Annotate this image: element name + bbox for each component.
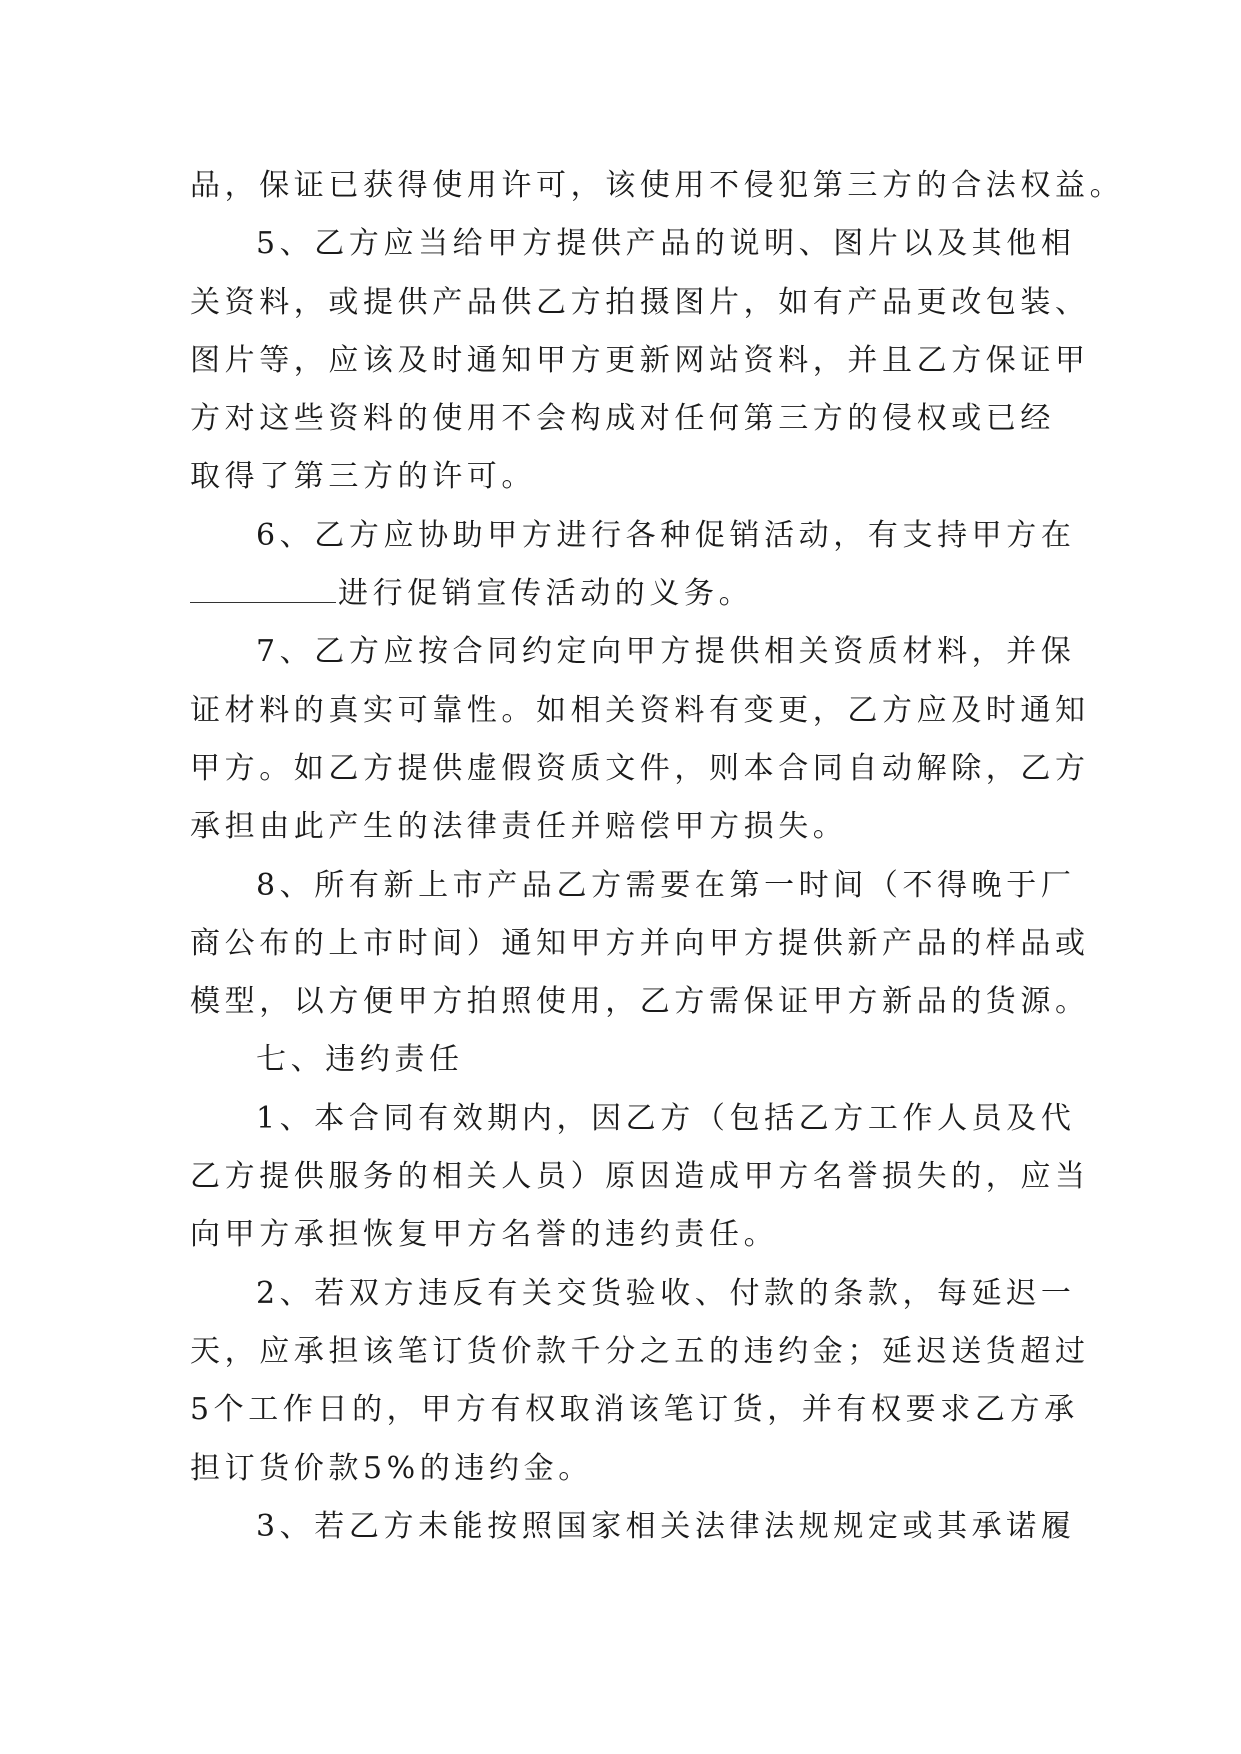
text-line: 进行促销宣传活动的义务。 <box>338 576 754 612</box>
text-line: 天，应承担该笔订货价款千分之五的违约金；延迟送货超过 <box>190 1333 1090 1369</box>
text-line: 关资料，或提供产品供乙方拍摄图片，如有产品更改包装、 <box>190 284 1090 320</box>
fill-in-blank <box>190 572 336 603</box>
text-line: 商公布的上市时间）通知甲方并向甲方提供新产品的样品或 <box>190 925 1090 961</box>
text-line: 取得了第三方的许可。 <box>190 459 536 495</box>
text-line: 5个工作日的，甲方有权取消该笔订货，并有权要求乙方承 <box>190 1392 1079 1428</box>
text-line: 方对这些资料的使用不会构成对任何第三方的侵权或已经 <box>190 401 1055 437</box>
text-line: 乙方提供服务的相关人员）原因造成甲方名誉损失的，应当 <box>190 1159 1090 1195</box>
section-heading: 七、违约责任 <box>256 1042 464 1078</box>
text-line: 7、乙方应按合同约定向甲方提供相关资质材料，并保 <box>256 634 1076 670</box>
document-body <box>190 157 1125 1556</box>
text-line: 品，保证已获得使用许可，该使用不侵犯第三方的合法权益。 <box>190 168 1125 203</box>
text-line: 8、所有新上市产品乙方需要在第一时间（不得晚于厂 <box>256 867 1076 903</box>
text-line: 1、本合同有效期内，因乙方（包括乙方工作人员及代 <box>256 1100 1076 1136</box>
text-line: 承担由此产生的法律责任并赔偿甲方损失。 <box>190 809 848 845</box>
text-line: 向甲方承担恢复甲方名誉的违约责任。 <box>190 1217 779 1253</box>
text-line: 5、乙方应当给甲方提供产品的说明、图片以及其他相 <box>256 226 1076 262</box>
text-line: 图片等，应该及时通知甲方更新网站资料，并且乙方保证甲 <box>190 342 1090 378</box>
text-line-with-blank <box>190 565 1075 623</box>
text-line: 证材料的真实可靠性。如相关资料有变更，乙方应及时通知 <box>190 692 1090 728</box>
text-line: 2、若双方违反有关交货验收、付款的条款，每延迟一 <box>256 1275 1076 1311</box>
text-line: 3、若乙方未能按照国家相关法律法规规定或其承诺履 <box>256 1508 1076 1544</box>
text-line: 6、乙方应协助甲方进行各种促销活动，有支持甲方在 <box>256 517 1076 553</box>
text-line: 模型，以方便甲方拍照使用，乙方需保证甲方新品的货源。 <box>190 984 1090 1020</box>
text-line: 担订货价款5%的违约金。 <box>190 1450 593 1486</box>
text-line: 甲方。如乙方提供虚假资质文件，则本合同自动解除，乙方 <box>190 750 1090 786</box>
